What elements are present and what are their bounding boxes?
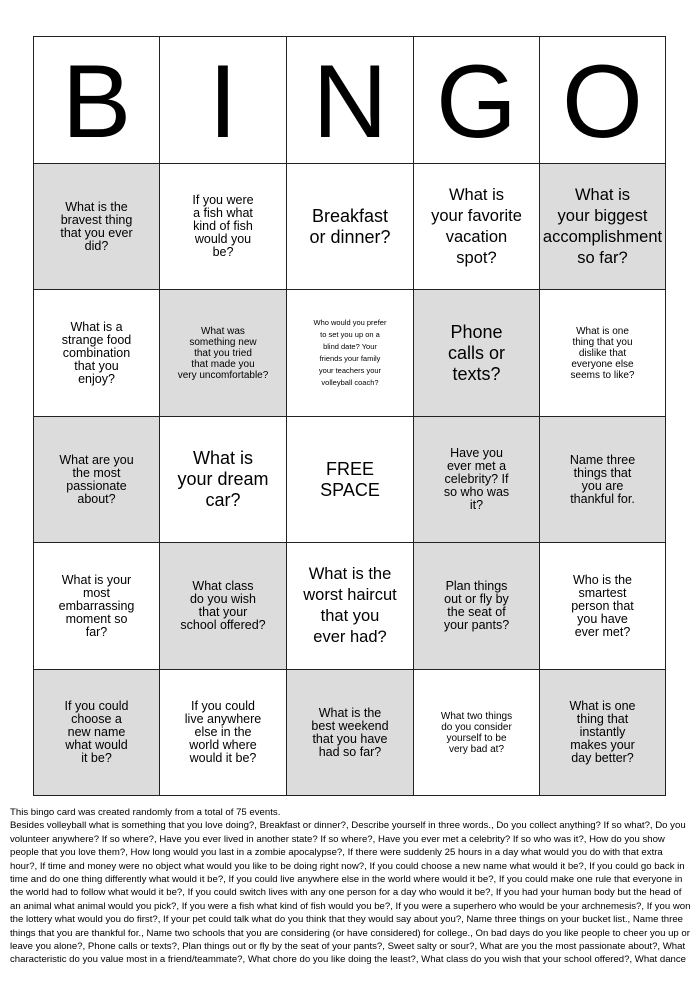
bingo-cell-text: If you could choose a new name what would it be? — [64, 699, 129, 765]
bingo-cell-text: If you could live anywhere else in the world where would it be? — [184, 699, 262, 765]
bingo-cell — [540, 290, 666, 417]
bingo-cell — [160, 164, 287, 290]
bingo-cell-text: Have you ever met a celebrity? If so who was it? — [443, 446, 510, 512]
bingo-cell-text: What is your biggest accomplishment so far? — [542, 185, 663, 267]
header-letter-g: G — [414, 37, 540, 164]
bingo-cell-text: What is your favorite vacation spot? — [431, 185, 522, 267]
bingo-cell-text: Who is the smartest person that you have ever met? — [571, 572, 634, 639]
header-letter-b: B — [34, 37, 160, 164]
bingo-cell-text: What was something new that you tried that made you very uncomfortable? — [177, 325, 269, 381]
bingo-cell — [540, 164, 666, 290]
bingo-cell-text: Breakfast or dinner? — [309, 205, 391, 247]
bingo-cell — [414, 670, 540, 796]
bingo-cell-text: Who would you prefer to set you up on a blind date? Your friends your family your teachers your volleyball coach? — [313, 318, 387, 387]
bingo-cell — [287, 543, 414, 670]
bingo-cell — [160, 670, 287, 796]
bingo-cell-text: What is your most embarrassing moment so far? — [58, 572, 135, 639]
bingo-cell — [287, 290, 414, 417]
bingo-cell — [414, 417, 540, 543]
bingo-cell — [414, 543, 540, 670]
bingo-cell-text: What is the worst haircut that you ever had? — [303, 565, 397, 646]
footer-summary: This bingo card was created randomly from a total of 75 events. — [10, 807, 281, 818]
bingo-cell — [287, 164, 414, 290]
header-letter-n: N — [287, 37, 414, 164]
bingo-cell-text: What is a strange food combination that you enjoy? — [61, 319, 132, 386]
bingo-cell-text: What class do you wish that your school offered? — [180, 579, 266, 632]
bingo-cell-text: What is the bravest thing that you ever did? — [60, 199, 133, 253]
bingo-cell — [34, 164, 160, 290]
bingo-cell-text: What is one thing that you dislike that everyone else seems to like? — [570, 325, 635, 381]
bingo-cell-text: What is one thing that instantly makes your day better? — [569, 699, 636, 765]
header-letter-o: O — [540, 37, 666, 164]
bingo-cell-text: What two things do you consider yourself to be very bad at? — [440, 710, 513, 755]
bingo-cell — [414, 164, 540, 290]
bingo-cell-text: What is the best weekend that you have had so far? — [311, 705, 389, 759]
card-footer — [10, 806, 692, 989]
bingo-card — [33, 36, 666, 796]
bingo-cell — [287, 417, 414, 543]
bingo-cell — [34, 543, 160, 670]
bingo-cell — [540, 543, 666, 670]
bingo-cell-text: Phone calls or texts? — [447, 321, 505, 384]
bingo-cell — [34, 290, 160, 417]
bingo-cell-text: Plan things out or fly by the seat of your pants? — [443, 579, 510, 632]
bingo-cell — [160, 417, 287, 543]
bingo-cell — [160, 290, 287, 417]
header-letter-i: I — [160, 37, 287, 164]
bingo-cell — [160, 543, 287, 670]
bingo-cell-text: If you were a fish what kind of fish would you be? — [192, 193, 254, 259]
bingo-cell — [34, 417, 160, 543]
bingo-cell-text: Name three things that you are thankful for. — [569, 452, 636, 506]
footer-event-list: Besides volleyball what is something that you love doing?, Breakfast or dinner?, Describe yourself in three words., Do you collect anything? If so what?, Do you volunteer anywhere? If so where?, Have you ever lived in another state? If so where?, Have you ever met a celebrity? If so who was it?, How do you show people that you love them?, How long would you last in a zombie apocalypse?, If there were suddenly 25 hours in a day what would you do with that extra hour?, If time and money were no object what would you like to be doing right now?, If you could choose a new name what would it be?, If you could go back in time and do one thing differently what would it be?, If you could live anywhere else in the world where would it be?, If you could make one rule that everyone in the world had to follow what would it be?, If you could switch lives with any one person for a day who would it be?, If you had your human body but the head of an animal what animal would you pick?, If you were a fish what kind of fish would you be?, If you were a superhero who would be your archnemesis?, If you won the lottery what would you do first?, If your pet could talk what do you think that they would say about you?, Name three things on your bucket list., Name three things that you are thankful for., Name two schools that you are considering (or have considered) for college., On bad days do you like people to cheer you up or leave you alone?, Phone calls or texts?, Plan things out or fly by the seat of your pants?, Sweet salty or sour?, What are you the most passionate about?, What characteristic do you value most in a friend/teammate?, What chore do you like doing the least?, What class do you wish that your school offered?, What dance — [10, 820, 691, 966]
bingo-cell — [540, 670, 666, 796]
bingo-cell-text: FREE SPACE — [320, 458, 380, 500]
bingo-cell — [287, 670, 414, 796]
bingo-cell-text: What are you the most passionate about? — [59, 452, 134, 506]
bingo-cell-text: What is your dream car? — [177, 448, 269, 510]
bingo-cell — [414, 290, 540, 417]
bingo-cell — [540, 417, 666, 543]
bingo-cell — [34, 670, 160, 796]
